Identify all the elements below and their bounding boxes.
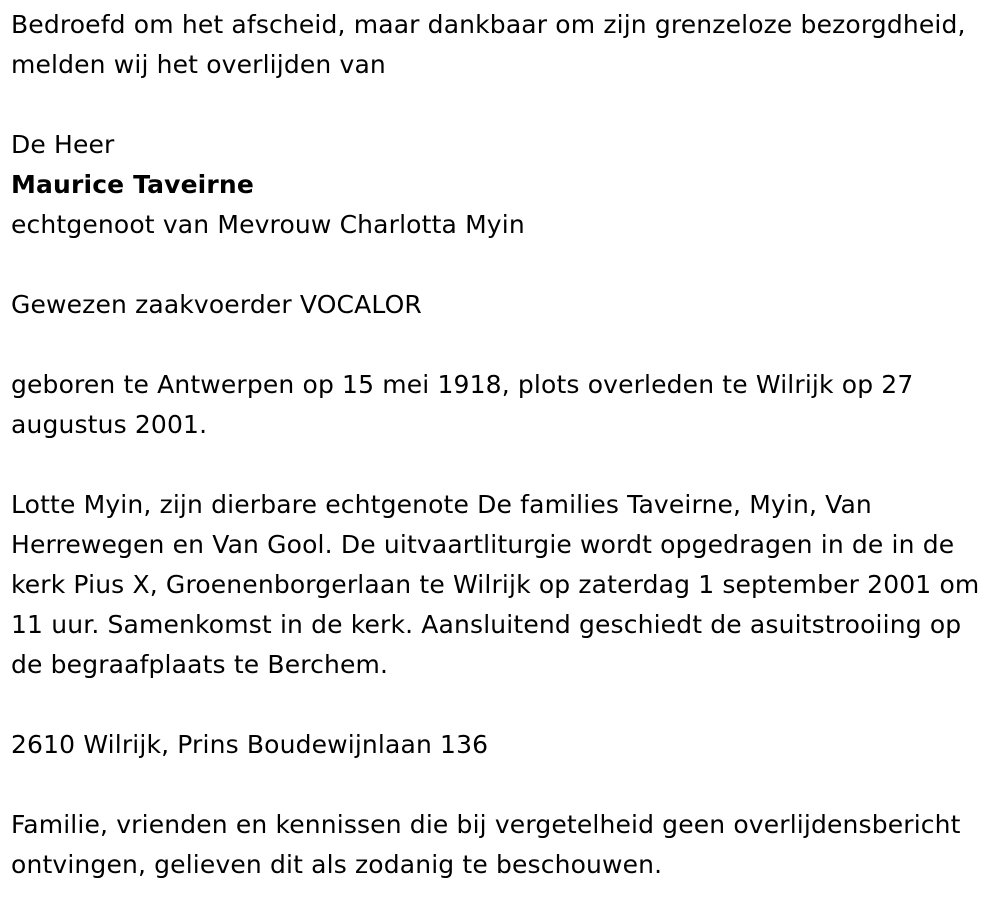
intro-text: Bedroefd om het afscheid, maar dankbaar om zijn grenzeloze bezorgdheid, melden wij het overlijden van: [11, 10, 966, 79]
spacer: [11, 325, 986, 365]
occupation-line: Gewezen zaakvoerder VOCALOR: [11, 290, 422, 319]
spacer: [11, 85, 986, 125]
spouse-line: echtgenoot van Mevrouw Charlotta Myin: [11, 210, 525, 239]
closing-text: Familie, vrienden en kennissen die bij vergetelheid geen overlijdensbericht ontvingen, gelieven dit als zodanig te beschouwen.: [11, 810, 961, 879]
spacer: [11, 245, 986, 285]
spacer: [11, 765, 986, 805]
address-line: 2610 Wilrijk, Prins Boudewijnlaan 136: [11, 730, 489, 759]
honorific: De Heer: [11, 130, 115, 159]
funeral-text: Lotte Myin, zijn dierbare echtgenote De families Taveirne, Myin, Van Herrewegen en Van Gool. De uitvaartliturgie wordt opgedragen in de in de kerk Pius X, Groenenborgerlaan te Wilrijk op zaterdag 1 september 2001 om 11 uur. Samenkomst in de kerk. Aansluitend geschiedt de asuitstrooiing op de begraafplaats te Berchem.: [11, 490, 980, 679]
spacer: [11, 685, 986, 725]
deceased-name: Maurice Taveirne: [11, 170, 254, 199]
death-notice: [11, 5, 986, 885]
spacer: [11, 445, 986, 485]
birth-death-text: geboren te Antwerpen op 15 mei 1918, plots overleden te Wilrijk op 27 augustus 2001.: [11, 370, 914, 439]
